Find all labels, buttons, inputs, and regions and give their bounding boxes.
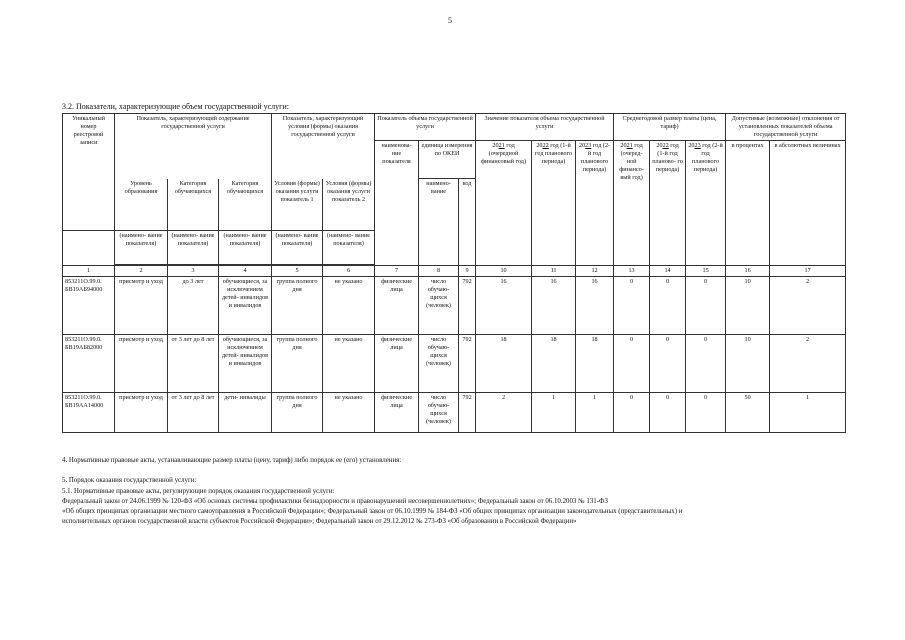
year-1-suffix: 21 (498, 142, 505, 149)
row-cell: физические лица (375, 393, 419, 433)
price-year-3-prefix: 20 (688, 142, 695, 149)
header-content-filler (115, 141, 272, 179)
row-cell: 1 (770, 393, 846, 433)
header-volume: Показатель объема государственной услуги (375, 114, 476, 141)
year-1-label: год (очередной финансовый год) (481, 142, 527, 165)
row-cell: 0 (650, 393, 686, 433)
law-line-2: «Об общих принципах организации местного самоуправления в Российской Федерации»; Федеральный закон от 06.10.1999 № 184-ФЗ «Об общих принципах организации законодательных (представительных) и (62, 508, 683, 515)
col-num: 8 (419, 266, 459, 277)
row-cell: 16 (532, 277, 576, 335)
row-cell: не указано (323, 277, 375, 335)
header-sub-level: Уровень образования (115, 179, 168, 231)
header-registry-filler (63, 231, 115, 265)
col-num: 5 (272, 266, 323, 277)
col-num: 3 (168, 266, 219, 277)
col-num: 6 (323, 266, 375, 277)
row-cell: физические лица (375, 335, 419, 393)
row-cell: 10 (726, 335, 770, 393)
header-unit-code: код (459, 179, 476, 266)
year-2-label: год (1-й год планового периода) (535, 142, 573, 165)
header-name-note-2: (наимено- вание показателя) (168, 231, 219, 265)
col-num: 16 (726, 266, 770, 277)
header-price: Среднегодовой размер платы (цена, тариф) (614, 114, 726, 141)
row-cell: число обучаю- щихся (человек) (419, 335, 459, 393)
paragraph-4: 4. Нормативные правовые акты, устанавливающие размер платы (цену, тариф) либо порядок ее (его) установления: (62, 457, 402, 464)
header-name-note-5: (наимено- вание показателя) (323, 231, 375, 265)
row-cell: присмотр и уход (115, 277, 168, 335)
price-year-2-suffix: 22 (662, 142, 669, 149)
year-3-label: год (2-й год планового периода) (581, 142, 611, 173)
row-cell: 792 (459, 335, 476, 393)
column-number-row (63, 266, 846, 277)
year-2-suffix: 22 (542, 142, 549, 149)
row-cell: присмотр и уход (115, 335, 168, 393)
header-price-year-3 (686, 141, 726, 266)
row-registry-id: 853211О.99.0. БВ19АБ94000 (63, 277, 115, 335)
header-year-3 (576, 141, 614, 266)
year-2-prefix: 20 (536, 142, 543, 149)
price-year-3-suffix: 23 (694, 142, 701, 149)
col-num: 11 (532, 266, 576, 277)
law-line-3: исполнительных органов государственной власти субъектов Российской Федерации»; Федеральный закон от 29.12.2012 № 273-ФЗ «Об образовании в Российской Федерации» (62, 518, 577, 525)
row-cell: физические лица (375, 277, 419, 335)
page-number: 5 (448, 16, 452, 25)
col-num: 1 (63, 266, 115, 277)
paragraph-5: 5. Порядок оказания государственной услуги: (62, 477, 197, 484)
header-name-note-1: (наимено- вание показателя) (115, 231, 168, 265)
header-name-note-3: (наимено- вание показателя) (219, 231, 272, 265)
table-row (63, 393, 846, 433)
row-cell: число обучаю- щихся (человек) (419, 393, 459, 433)
row-cell: 1 (576, 393, 614, 433)
header-year-2 (532, 141, 576, 266)
row-cell: не указано (323, 335, 375, 393)
header-dev-absolute: в абсолютных величинах (770, 141, 846, 266)
price-year-2-label: год (1-й год планово- го периода) (652, 142, 683, 173)
row-cell: 16 (576, 277, 614, 335)
row-cell: 10 (726, 277, 770, 335)
row-cell: 792 (459, 277, 476, 335)
row-cell: обучающиеся, за исключением детей- инвалидов и инвалидов (219, 335, 272, 393)
col-num: 12 (576, 266, 614, 277)
row-cell: группа полного дня (272, 277, 323, 335)
col-num: 10 (476, 266, 532, 277)
row-cell: не указано (323, 393, 375, 433)
header-volume-name: наименова- ние показателя (375, 141, 419, 266)
row-cell: присмотр и уход (115, 393, 168, 433)
row-cell: 0 (686, 277, 726, 335)
row-cell: 792 (459, 393, 476, 433)
table-row (63, 335, 846, 393)
header-registry-id: Уникальный номер реестровой записи (63, 114, 115, 231)
price-year-1-label: год (очеред- ной финансо- вый год) (619, 142, 644, 181)
row-cell: 0 (650, 277, 686, 335)
row-cell: 2 (770, 335, 846, 393)
price-year-2-prefix: 20 (656, 142, 663, 149)
row-cell: до 3 лет (168, 277, 219, 335)
price-year-3-label: год (2-й год планового периода) (692, 142, 723, 173)
header-value: Значение показателя объема государственной услуги (476, 114, 614, 141)
row-cell: 0 (614, 335, 650, 393)
row-cell: 0 (650, 335, 686, 393)
header-sub-condition-2: Условия (формы) оказания услуги показатель 2 (323, 179, 375, 231)
header-volume-unit: единица измерения по ОКЕИ (419, 141, 476, 179)
year-1-prefix: 20 (492, 142, 499, 149)
header-unit-name: наимено- вание (419, 179, 459, 266)
section-title: 3.2. Показатели, характеризующие объем государственной услуги: (62, 102, 289, 111)
row-cell: 0 (614, 277, 650, 335)
row-cell: группа полного дня (272, 393, 323, 433)
row-cell: группа полного дня (272, 335, 323, 393)
header-price-year-2 (650, 141, 686, 266)
table-row (63, 277, 846, 335)
row-cell: 50 (726, 393, 770, 433)
row-registry-id: 853211О.99.0. БВ19АА14000 (63, 393, 115, 433)
header-price-year-1 (614, 141, 650, 266)
paragraph-5-1: 5.1. Нормативные правовые акты, регулирующие порядок оказания государственной услуги: (62, 488, 335, 495)
col-num: 9 (459, 266, 476, 277)
row-cell: от 3 лет до 8 лет (168, 393, 219, 433)
row-cell: 16 (476, 277, 532, 335)
col-num: 14 (650, 266, 686, 277)
row-cell: дети- инвалиды (219, 393, 272, 433)
row-registry-id: 853211О.99.0. БВ19АБ82000 (63, 335, 115, 393)
price-year-1-prefix: 20 (620, 142, 627, 149)
col-num: 17 (770, 266, 846, 277)
row-cell: от 3 лет до 8 лет (168, 335, 219, 393)
row-cell: 2 (476, 393, 532, 433)
col-num: 13 (614, 266, 650, 277)
row-cell: 0 (686, 335, 726, 393)
row-cell: число обучаю- щихся (человек) (419, 277, 459, 335)
row-cell: 18 (532, 335, 576, 393)
row-cell: 0 (686, 393, 726, 433)
row-cell: 18 (576, 335, 614, 393)
row-cell: 1 (532, 393, 576, 433)
header-conditions: Показатель, характеризующий условия (формы) оказания государственной услуги (272, 114, 375, 141)
header-year-1 (476, 141, 532, 266)
header-deviation: Допустимые (возможные) отклонения от установленных показателей объема государственной услуги (726, 114, 846, 141)
header-conditions-filler (272, 141, 375, 179)
col-num: 7 (375, 266, 419, 277)
header-name-note-4: (наимено- вание показателя) (272, 231, 323, 265)
volume-indicators-table (62, 113, 846, 433)
header-content: Показатель, характеризующий содержание государственной услуги (115, 114, 272, 141)
year-3-suffix: 23 (585, 142, 592, 149)
header-sub-category: Категория обучающихся (168, 179, 219, 231)
col-num: 2 (115, 266, 168, 277)
col-num: 15 (686, 266, 726, 277)
header-sub-category-2: Категория обучающихся (219, 179, 272, 231)
row-cell: 0 (614, 393, 650, 433)
header-dev-percent: в процентах (726, 141, 770, 266)
row-cell: 18 (476, 335, 532, 393)
col-num: 4 (219, 266, 272, 277)
price-year-1-suffix: 21 (626, 142, 633, 149)
year-3-prefix: 20 (578, 142, 586, 149)
row-cell: обучающиеся, за исключением детей- инвалидов и инвалидов (219, 277, 272, 335)
law-line-1: Федеральный закон от 24.06.1999 № 120-ФЗ «Об основах системы профилактики безнадзорности и правонарушений несовершеннолетних»; Федеральный закон от 06.10.2003 № 131-ФЗ (62, 498, 608, 505)
row-cell: 2 (770, 277, 846, 335)
header-sub-condition-1: Условия (формы) оказания услуги показатель 1 (272, 179, 323, 231)
